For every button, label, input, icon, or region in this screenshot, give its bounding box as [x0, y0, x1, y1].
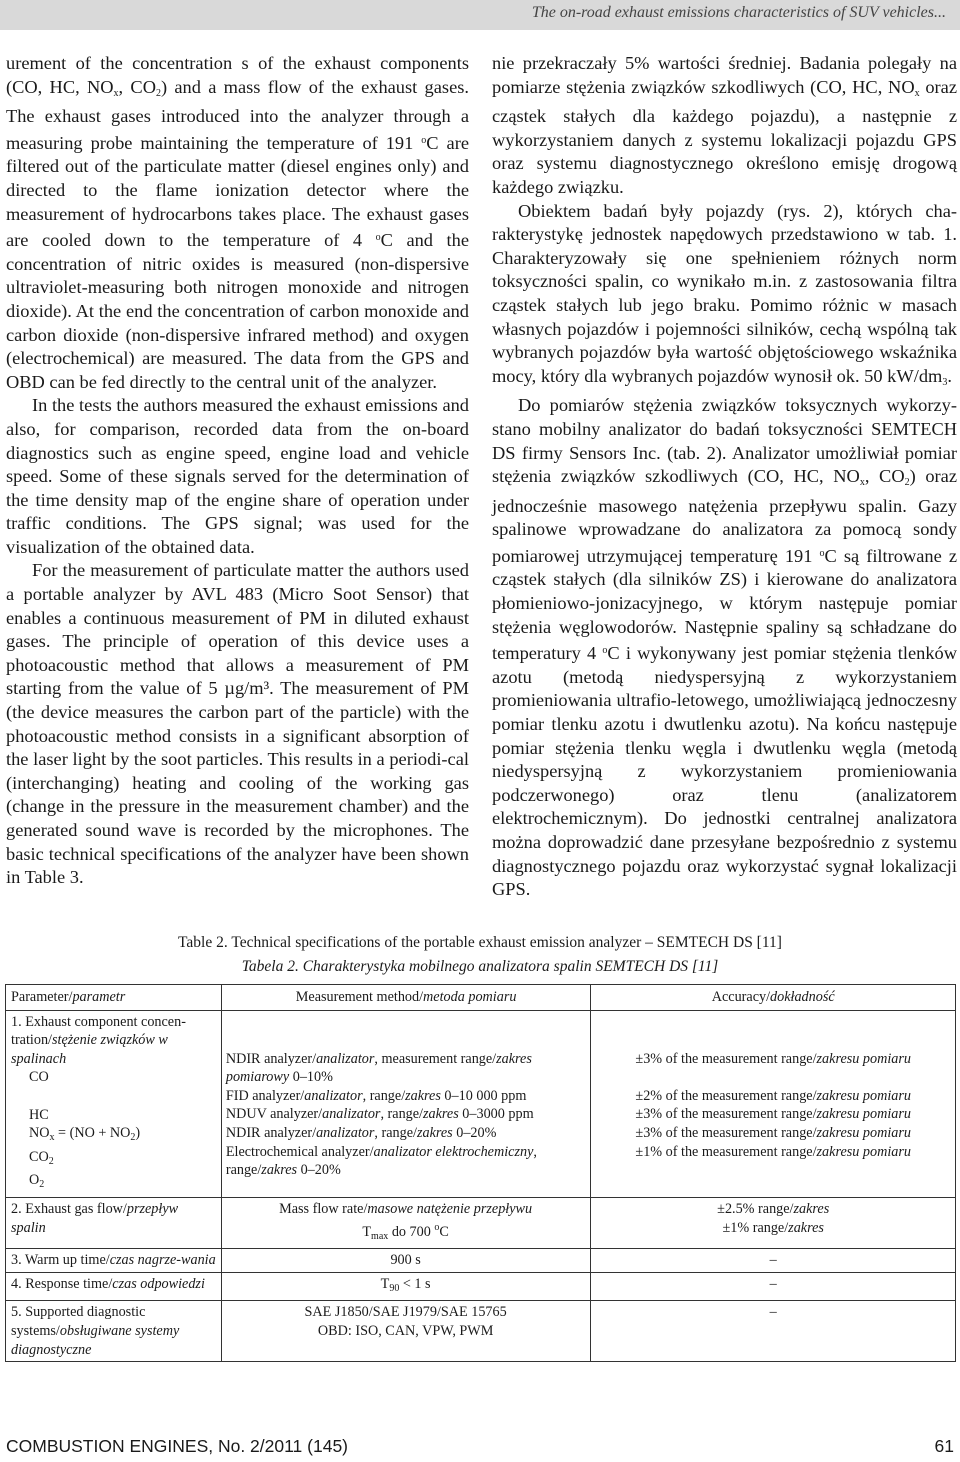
table-header-row [6, 985, 956, 1011]
table-row [6, 1272, 956, 1301]
journal-footer: COMBUSTION ENGINES, No. 2/2011 (145) [6, 1436, 349, 1456]
table-row [6, 1249, 956, 1273]
table-row [6, 1010, 956, 1197]
page-number: 61 [934, 1436, 954, 1456]
left-column [6, 52, 469, 890]
right-paragraph-3: Do pomiarów stężenia związków toksycznych wykorzy-stano mobilny analizator do badań toksyczności SEMTECH DS firmy Sensors Inc. (tab. 2). Analizator umożliwiał pomiar stężenia związków szkodliwych (CO, HC, $NO_x$, $CO_2$) oraz jednocześnie masowego natężenia przepływu spalin. Gazy spalinowe wprowadzane do analizatora za pomocą sondy pomiarowej utrzymującej temperaturę 191 $^o$C są filtrowane z cząstek stałych (dla silników ZS) i kierowane do analizatora płomieniowo-jonizacyjnego, w którym następuje pomiar stężenia węglowodorów. Następnie spaliny są schładzane do temperatury 4 $^o$C i wykonywany jest pomiar stężenia tlenków azotu (metodą niedyspersyjną z wykorzystaniem promieniowania ultrafio-letowego, umożliwiającą jednoczesny pomiar tlenku azotu i dwutlenku azotu). Na końcu następuje pomiar stężenia tlenku węgla i dwutlenku węgla (metodą niedyspersyjną z wykorzystaniem promieniowania podczerwonego) oraz tlenu (analizatorem elektrochemicznym). Do jednostki centralnej analizatora można doprowadzić dane przesyłane bezpośrednio z systemu diagnostycznego pojazdu oraz wykorzystać sygnał lokalizacji GPS. [492, 395, 958, 900]
row1-accuracy: ±3% of the measurement range/zakresu pomiaru ±2% of the measurement range/zakresu pomiaru ±3% of the measurement range/zakresu pomiaru ±3% of the measurement range/zakresu pomiaru ±1% of the measurement range/zakresu pomiaru [591, 1010, 956, 1197]
row3-accuracy: – [591, 1249, 956, 1273]
table-caption-pl: Tabela 2. Charakterystyka mobilnego analizatora spalin SEMTECH DS [11] [241, 958, 719, 975]
row5-parameter: 5. Supported diagnostic systems/obsługiwane systemy diagnostyczne [6, 1301, 222, 1362]
row5-accuracy: – [591, 1301, 956, 1362]
row2-method: Mass flow rate/masowe natężenie przepływu $T_{max}$ do 700 $^o$C [221, 1197, 591, 1248]
row4-accuracy: – [591, 1272, 956, 1301]
header-method: Measurement method/metoda pomiaru [221, 985, 591, 1011]
table-row [6, 1301, 956, 1362]
spec-table [5, 984, 956, 1362]
left-paragraph-1: urement of the concentration s of the exhaust components (CO, HC, $NO_x$, $CO_2$) and a mass flow of the exhaust gases. The exhaust gases introduced into the analyzer through a measuring probe maintaining the temperature of 191 $^o$C are filtered out of the particulate matter (diesel engines only) and directed to the flame ionization detector where the measurement of hydrocarbons takes place. The exhaust gases are cooled down to the temperature of 4 $^o$C and the concentration of nitric oxides is measured (non-dispersive ultraviolet-measuring both nitrogen monoxide and nitrogen dioxide). At the end the concentration of carbon monoxide and carbon dioxide (non-dispersive infrared method) and oxygen (electrochemical) are measured. The data from the GPS and OBD can be fed directly to the central unit of the analyzer. [6, 53, 469, 392]
table-caption-en: Table 2. Technical specifications of the portable exhaust emission analyzer – SEMTECH DS [11] [178, 934, 782, 951]
header-parameter: Parameter/parametr [6, 985, 222, 1011]
row2-parameter: 2. Exhaust gas flow/przepływ spalin [6, 1197, 222, 1248]
row1-parameter: 1. Exhaust component concen-tration/stężenie związków w spalinach CO HC $NO_x = (NO + NO_2)$ $CO_2$ $O_2$ [6, 1010, 222, 1197]
right-column [492, 52, 957, 902]
row1-method: NDIR analyzer/analizator, measurement range/zakres pomiarowy 0–10% FID analyzer/analizator, range/zakres 0–10 000 ppm NDUV analyzer/analizator, range/zakres 0–3000 ppm NDIR analyzer/analizator, range/zakres 0–20% Electrochemical analyzer/analizator elektrochemiczny, range/zakres 0–20% [221, 1010, 591, 1197]
right-paragraph-2: Obiektem badań były pojazdy (rys. 2), których cha-rakterystykę jednostek napędowych przedstawiono w tab. 1. Charakteryzowały się one spełnieniem różnych norm toksyczności spalin, co wynikało m.in. z zastosowania filtra cząstek stałych lub jego braku. Pomimo różnic w masach własnych pojazdów i pojemności silników, cechą wspólną tak wybranych pojazdów była wartość objętościowego wskaźnika mocy, który dla wybranych pojazdów wynosił ok. 50 $kW/dm_3$. [492, 200, 957, 388]
row4-method: $T_{90} < 1$ s [221, 1272, 591, 1301]
table-captions [0, 931, 960, 979]
row5-method: SAE J1850/SAE J1979/SAE 15765 OBD: ISO, CAN, VPW, PWM [221, 1301, 591, 1362]
row4-parameter: 4. Response time/czas odpowiedzi [6, 1272, 222, 1301]
row3-method: 900 s [221, 1249, 591, 1273]
left-paragraph-2: In the tests the authors measured the exhaust emissions and also, for comparison, recorded data from the on-board diagnostics such as engine speed, engine load and vehicle speed. Some of these signals served for the determination of the time density map of the engine share of operation under traffic conditions. The GPS signal; was used for the visualization of the obtained data. [6, 395, 469, 557]
running-header [0, 0, 960, 30]
table-row [6, 1197, 956, 1248]
header-accuracy: Accuracy/dokładność [591, 985, 956, 1011]
row2-accuracy: ±2.5% range/zakres ±1% range/zakres [591, 1197, 956, 1248]
right-paragraph-1: nie przekraczały 5% wartości średniej. Badania polegały na pomiarze stężenia związków szkodliwych (CO, HC, $NO_x$ oraz cząstek stałych dla każdego pojazdu), a następnie z wykorzystaniem danych z systemu lokalizacji pojazdu GPS oraz systemu diagnostycznego określono emisję drogową każdego związku. [492, 53, 957, 197]
row3-parameter: 3. Warm up time/czas nagrze-wania [6, 1249, 222, 1273]
running-title: The on-road exhaust emissions characteristics of SUV vehicles... [531, 4, 946, 21]
left-paragraph-3: For the measurement of particulate matter the authors used a portable analyzer by AVL 483 (Micro Soot Sensor) that enables a continuous measurement of PM in diluted exhaust gases. The principle of operation of this device uses a photoacoustic method that allows a measurement of PM starting from the value of 5 µg/m³. The measurement of PM (the device measures the carbon part of the particle) with the photoacoustic method consists in a significant absorption of the laser light by the soot particles. This results in a periodi-cal (interchanging) heating and cooling of the working gas (change in the pressure in the measurement chamber) and the generated sound wave is recorded by the microphones. The basic technical specifications of the analyzer have been shown in Table 3. [6, 560, 469, 888]
